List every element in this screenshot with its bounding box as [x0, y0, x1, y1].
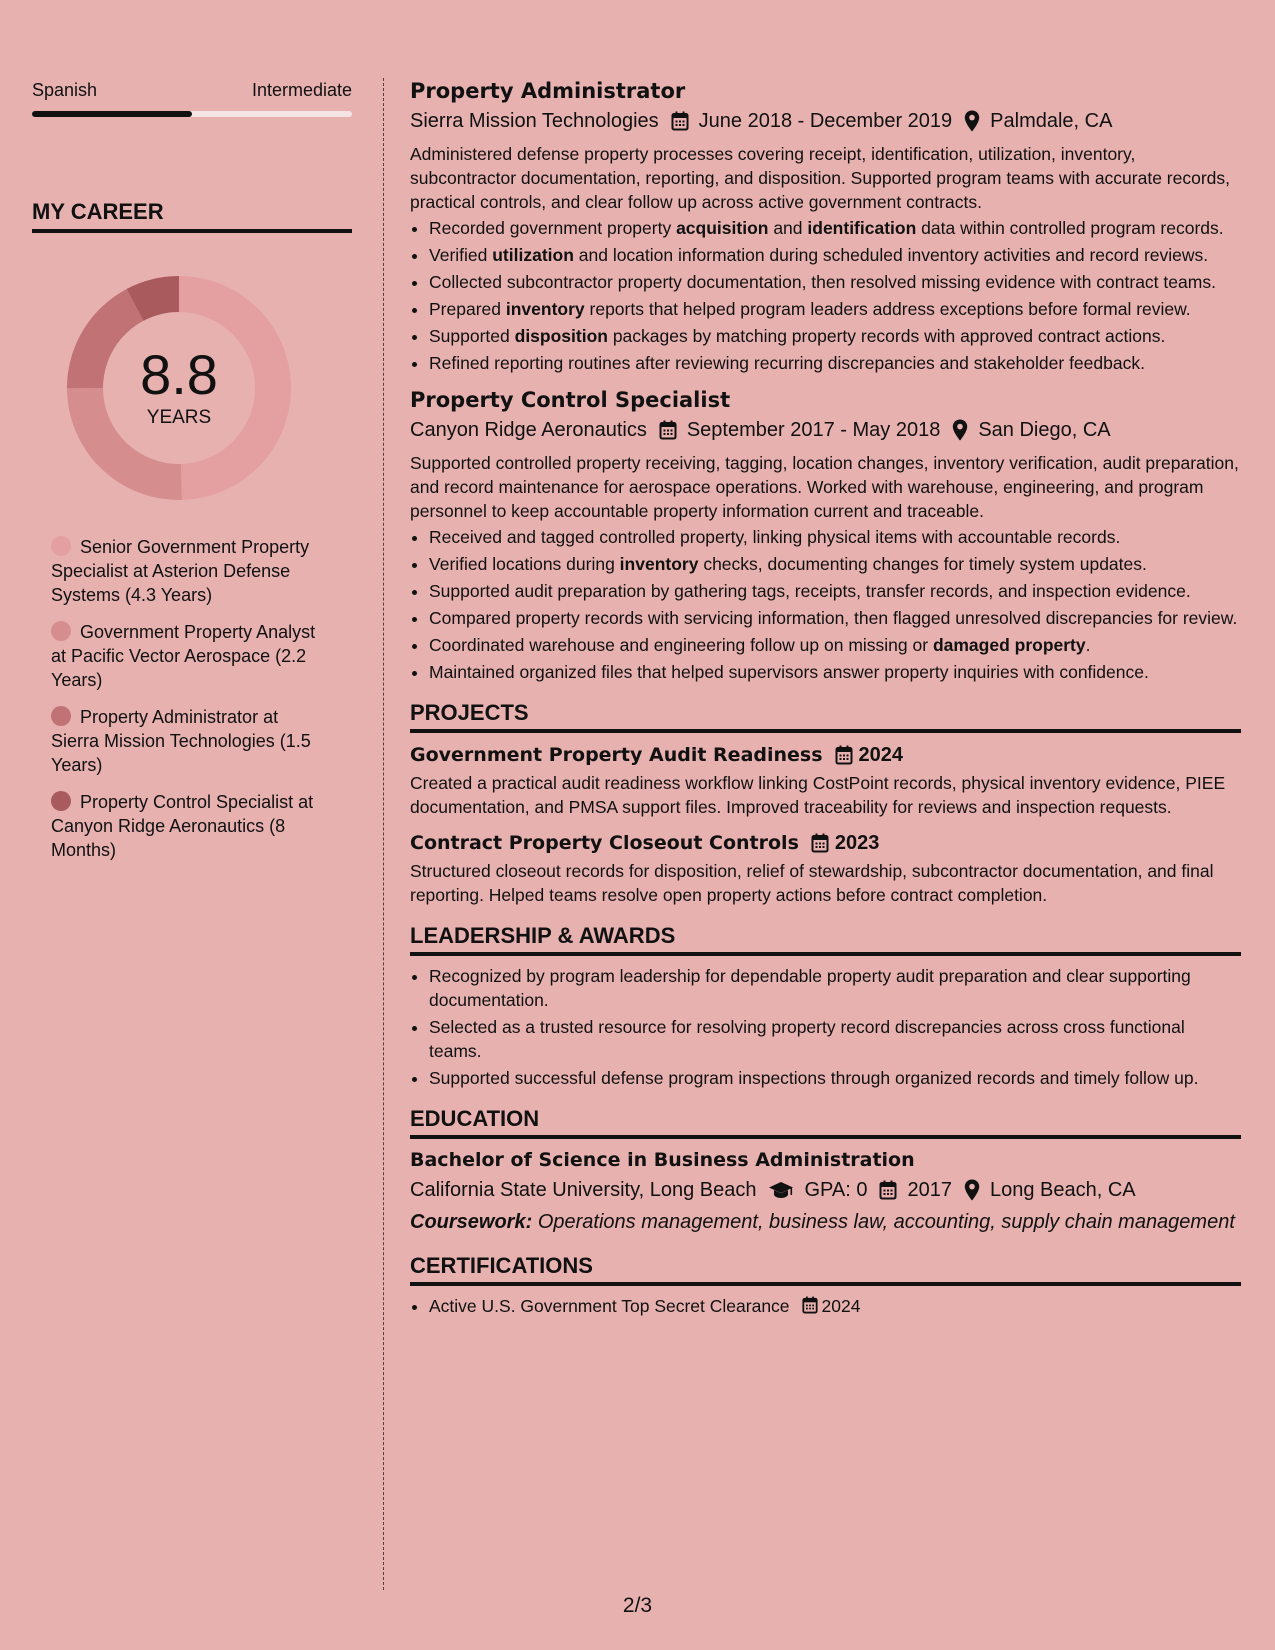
leadership-list	[410, 964, 1241, 1090]
legend-dot	[51, 791, 71, 811]
calendar-icon	[879, 1180, 897, 1200]
school-name: California State University, Long Beach	[410, 1179, 757, 1201]
location-pin-icon	[964, 1179, 980, 1201]
sidebar	[32, 80, 352, 875]
job-entry	[410, 385, 1241, 684]
bullet-item: • Coordinated warehouse and engineering follow up on missing or damaged property.	[429, 633, 1241, 657]
donut-center	[64, 273, 294, 503]
certification-name: Active U.S. Government Top Secret Clearance	[429, 1296, 790, 1316]
project-title-row	[410, 829, 1241, 857]
bullet-item: • Verified utilization and location information during scheduled inventory activities and record reviews.	[429, 243, 1241, 267]
job-entry	[410, 76, 1241, 375]
language-proficiency-fill	[32, 111, 192, 117]
calendar-icon	[811, 833, 829, 853]
project-description: Created a practical audit readiness workflow linking CostPoint records, physical inventory evidence, PIEE documentation, and PMSA support files. Improved traceability for reviews and inspection requests.	[410, 773, 1226, 817]
graduation-year: 2017	[907, 1179, 952, 1201]
legend-item	[51, 620, 331, 692]
bullet-item: • Maintained organized files that helped supervisors answer property inquiries with confidence.	[429, 660, 1241, 684]
leadership-item: • Supported successful defense program inspections through organized records and timely follow up.	[429, 1066, 1241, 1090]
job-meta	[410, 415, 1241, 445]
page-number: 2/3	[622, 1594, 653, 1617]
project-year: 2023	[834, 832, 880, 854]
leadership-heading: LEADERSHIP & AWARDS	[410, 923, 1241, 956]
job-company: Canyon Ridge Aeronautics	[410, 419, 647, 441]
job-company: Sierra Mission Technologies	[410, 110, 659, 132]
project-title-row	[410, 741, 1241, 769]
graduation-cap-icon	[768, 1181, 794, 1199]
language-proficiency-bar	[32, 111, 352, 117]
degree: Bachelor of Science in Business Administration	[410, 1149, 915, 1171]
legend-label: Property Administrator at Sierra Mission Technologies (1.5 Years)	[51, 707, 311, 775]
certifications-list	[410, 1294, 1241, 1318]
column-divider	[383, 78, 384, 1590]
job-bullets	[410, 525, 1241, 684]
career-total-unit: YEARS	[146, 407, 212, 428]
job-dates: June 2018 - December 2019	[698, 110, 953, 132]
projects-heading: PROJECTS	[410, 700, 1241, 733]
job-description: Supported controlled property receiving, tagging, location changes, inventory verification, audit preparation, and record maintenance for aerospace operations. Worked with warehouse, engineering, and program personnel to keep accountable property information current and traceable.	[410, 453, 1239, 521]
coursework-label: Coursework:	[410, 1211, 533, 1233]
legend-dot	[51, 706, 71, 726]
job-description: Administered defense property processes covering receipt, identification, utilization, inventory, subcontractor documentation, reporting, and disposition. Supported program teams with accurate records, practical controls, and clear follow up across active government contracts.	[410, 144, 1231, 212]
leadership-item: • Recognized by program leadership for dependable property audit preparation and clear supporting documentation.	[429, 964, 1241, 1012]
project-description: Structured closeout records for disposition, relief of stewardship, subcontractor documentation, and final reporting. Helped teams resolve open property actions before contract completion.	[410, 861, 1214, 905]
career-donut-chart	[64, 273, 294, 503]
language-name: Spanish	[32, 80, 98, 100]
gpa: GPA: 0	[804, 1179, 868, 1201]
main-content	[410, 76, 1241, 1321]
certification-year: 2024	[821, 1296, 861, 1316]
certification-item	[429, 1294, 1241, 1318]
bullet-item: • Collected subcontractor property documentation, then resolved missing evidence with contract teams.	[429, 270, 1241, 294]
job-location: Palmdale, CA	[990, 110, 1113, 132]
language-level: Intermediate	[251, 80, 352, 100]
coursework	[410, 1207, 1241, 1237]
certifications-heading: CERTIFICATIONS	[410, 1253, 1241, 1286]
location-pin-icon	[964, 110, 980, 132]
career-legend	[32, 535, 352, 862]
career-total-years: 8.8	[140, 343, 218, 406]
job-dates: September 2017 - May 2018	[686, 419, 941, 441]
bullet-item: • Supported audit preparation by gathering tags, receipts, transfer records, and inspection evidence.	[429, 579, 1241, 603]
project-year: 2024	[858, 744, 904, 766]
calendar-icon	[659, 420, 677, 440]
education-heading: EDUCATION	[410, 1106, 1241, 1139]
legend-label: Property Control Specialist at Canyon Ridge Aeronautics (8 Months)	[51, 792, 314, 860]
legend-item	[51, 790, 331, 862]
calendar-icon	[802, 1296, 818, 1314]
bullet-item: • Verified locations during inventory checks, documenting changes for timely system updates.	[429, 552, 1241, 576]
job-location: San Diego, CA	[978, 419, 1111, 441]
project-entry	[410, 829, 1241, 907]
legend-item	[51, 535, 331, 607]
project-title: Government Property Audit Readiness	[410, 744, 823, 766]
leadership-item: • Selected as a trusted resource for resolving property record discrepancies across cross functional teams.	[429, 1015, 1241, 1063]
bullet-item: • Received and tagged controlled property, linking physical items with accountable records.	[429, 525, 1241, 549]
bullet-item: • Supported disposition packages by matching property records with approved contract actions.	[429, 324, 1241, 348]
bullet-item: • Recorded government property acquisition and identification data within controlled program records.	[429, 216, 1241, 240]
career-heading: MY CAREER	[32, 199, 352, 233]
school-location: Long Beach, CA	[989, 1179, 1136, 1201]
bullet-item: • Refined reporting routines after reviewing recurring discrepancies and stakeholder feedback.	[429, 351, 1241, 375]
legend-dot	[51, 621, 71, 641]
location-pin-icon	[952, 419, 968, 441]
coursework-text: Operations management, business law, accounting, supply chain management	[537, 1211, 1235, 1233]
bullet-item: • Compared property records with servicing information, then flagged unresolved discrepancies for review.	[429, 606, 1241, 630]
job-bullets	[410, 216, 1241, 375]
calendar-icon	[835, 745, 853, 765]
legend-label: Government Property Analyst at Pacific Vector Aerospace (2.2 Years)	[51, 622, 316, 690]
legend-label: Senior Government Property Specialist at Asterion Defense Systems (4.3 Years)	[51, 537, 310, 605]
education-meta	[410, 1175, 1241, 1205]
project-entry	[410, 741, 1241, 819]
legend-dot	[51, 536, 71, 556]
job-title: Property Administrator	[410, 79, 686, 103]
bullet-item: • Prepared inventory reports that helped program leaders address exceptions before formal review.	[429, 297, 1241, 321]
job-title: Property Control Specialist	[410, 388, 731, 412]
calendar-icon	[671, 111, 689, 131]
legend-item	[51, 705, 331, 777]
language-row	[32, 80, 352, 101]
project-title: Contract Property Closeout Controls	[410, 832, 799, 854]
job-meta	[410, 106, 1241, 136]
